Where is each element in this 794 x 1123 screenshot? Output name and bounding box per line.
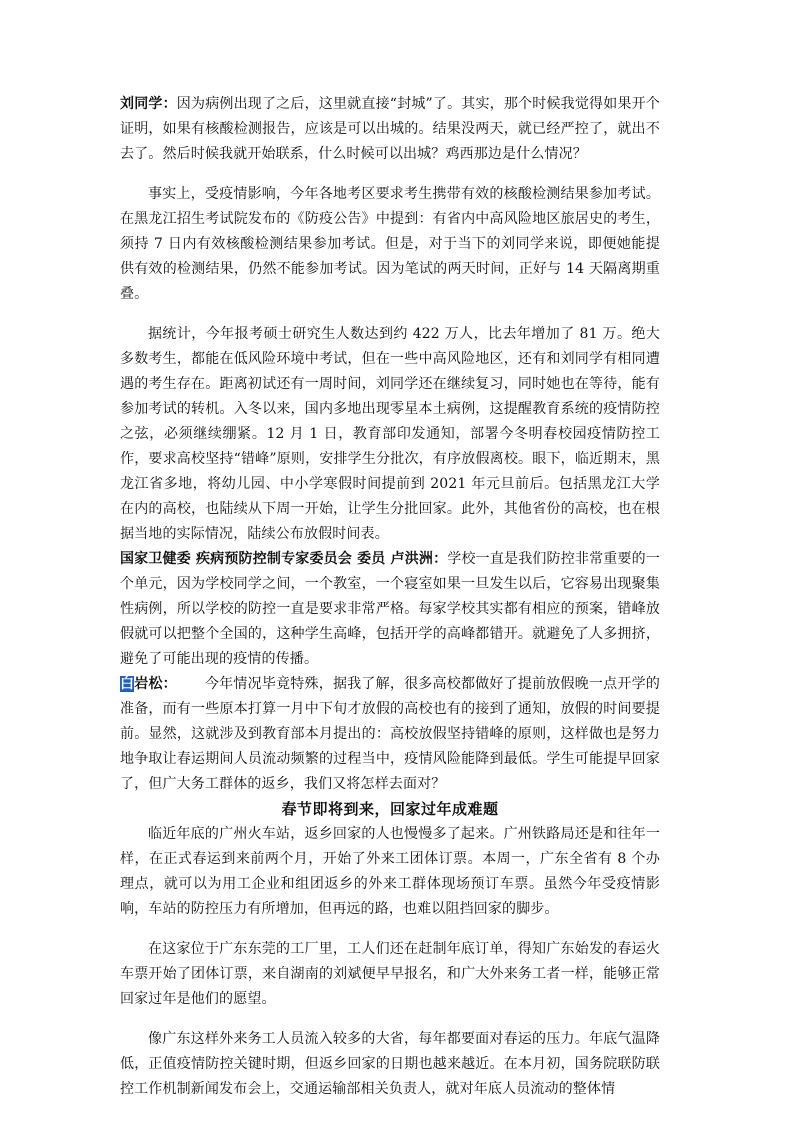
speaker-label: 国家卫健委 疾病预防控制专家委员会 委员 卢洪洲： [120, 551, 448, 567]
body-paragraph: 据统计，今年报考硕士研究生人数达到约 422 万人，比去年增加了 81 万。绝大多数考生，都能在低风险环境中考试，但在一些中高风险地区，还有和刘同学有相同遭遇的考生存在。距离初试还有一周时间，刘同学还在继续复习，同时她也在等待，能有参加考试的转机。入冬以来，国内多地出现零星本土病例，这提醒教育系统的疫情防控之弦，必须继续绷紧。12 月 1 日，教育部印发通知，部署今冬明春校园疫情防控工作，要求高校坚持“错峰”原则，安排学生分批次，有序放假离校。眼下，临近期末，黑龙江省多地，将幼儿园、中小学寒假时间提前到 2021 年元旦前后。包括黑龙江大学在内的高校，也陆续从下周一开始，让学生分批回家。此外，其他省份的高校，也在根据当地的实际情况，陆续公布放假时间表。 [120, 326, 660, 542]
body-paragraph: 事实上，受疫情影响，今年各地考区要求考生携带有效的核酸检测结果参加考试。在黑龙江招生考试院发布的《防疫公告》中提到：有省内中高风险地区旅居史的考生，须持 7 日内有效核酸检测结果参加考试。但是，对于当下的刘同学来说，即便她能提供有效的检测结果，仍然不能参加考试。因为笔试的两天时间，正好与 14 天隔离期重叠。 [120, 186, 660, 302]
body-paragraph: 像广东这样外来务工人员流入较多的大省，每年都要面对春运的压力。年底气温降低，正值疫情防控关键时期，但返乡回家的日期也越来越近。在本月初，国务院联防联控工作机制新闻发布会上，交通运输部相关负责人，就对年底人员流动的整体情 [120, 1031, 660, 1097]
speaker-label: 岩松： [134, 676, 177, 692]
interview-paragraph-lu [120, 547, 660, 672]
body-paragraph: 临近年底的广州火车站，返乡回家的人也慢慢多了起来。广州铁路局还是和往年一样，在正式春运到来前两个月，开始了外来工团体订票。本周一，广东全省有 8 个办理点，就可以为用工企业和组团返乡的外来工群体现场预订车票。虽然今年受疫情影响，车站的防控压力有所增加，但再远的路，也难以阻挡回家的脚步。 [120, 826, 660, 917]
paragraph-gap [120, 1012, 660, 1027]
quote-text: 因为病例出现了之后，这里就直接“封城”了。其实，那个时候我觉得如果开个证明，如果有核酸检测报告，应该是可以出城的。结果没两天，就已经严控了，就出不去了。然后时候我就开始联系，什么时候可以出城？鸡西那边是什么情况？ [120, 96, 660, 162]
paragraph-gap [120, 307, 660, 322]
paragraph-gap [120, 922, 660, 937]
document-page [120, 92, 660, 1102]
quote-text: 学校一直是我们防控非常重要的一个单元，因为学校同学之间，一个教室，一个寝室如果一旦发生以后，它容易出现聚集性病例，所以学校的防控一直是要求非常严格。每家学校其实都有相应的预案，错峰放假就可以把整个全国的，这种学生高峰，包括开学的高峰都错开。就避免了人多拥挤，避免了可能出现的疫情的传播。 [120, 551, 661, 667]
body-paragraph: 在这家位于广东东莞的工厂里，工人们还在赶制年底订单，得知广东始发的春运火车票开始了团体订票，来自湖南的刘斌便早早报名，和广大外来务工者一样，能够正常回家过年是他们的愿望。 [120, 941, 660, 1007]
speaker-label: 刘同学： [120, 96, 177, 112]
quote-text: 今年情况毕竟特殊，据我了解，很多高校都做好了提前放假晚一点开学的准备，而有一些原本打算一月中下旬才放假的高校也有的接到了通知，放假的时间要提前。显然，这就涉及到教育部本月提出的：高校放假坚持错峰的原则，这样做也是努力地争取让春运期间人员流动频繁的过程当中，疫情风险能降到最低。学生可能提早回家了，但广大务工群体的返乡，我们又将怎样去面对？ [120, 676, 660, 792]
paragraph-gap [120, 167, 660, 182]
interview-paragraph-bai [120, 672, 660, 797]
section-heading: 春节即将到来，回家过年成难题 [281, 800, 499, 818]
interview-paragraph-liu [120, 92, 660, 167]
selected-text-highlight[interactable]: 白 [120, 676, 135, 692]
